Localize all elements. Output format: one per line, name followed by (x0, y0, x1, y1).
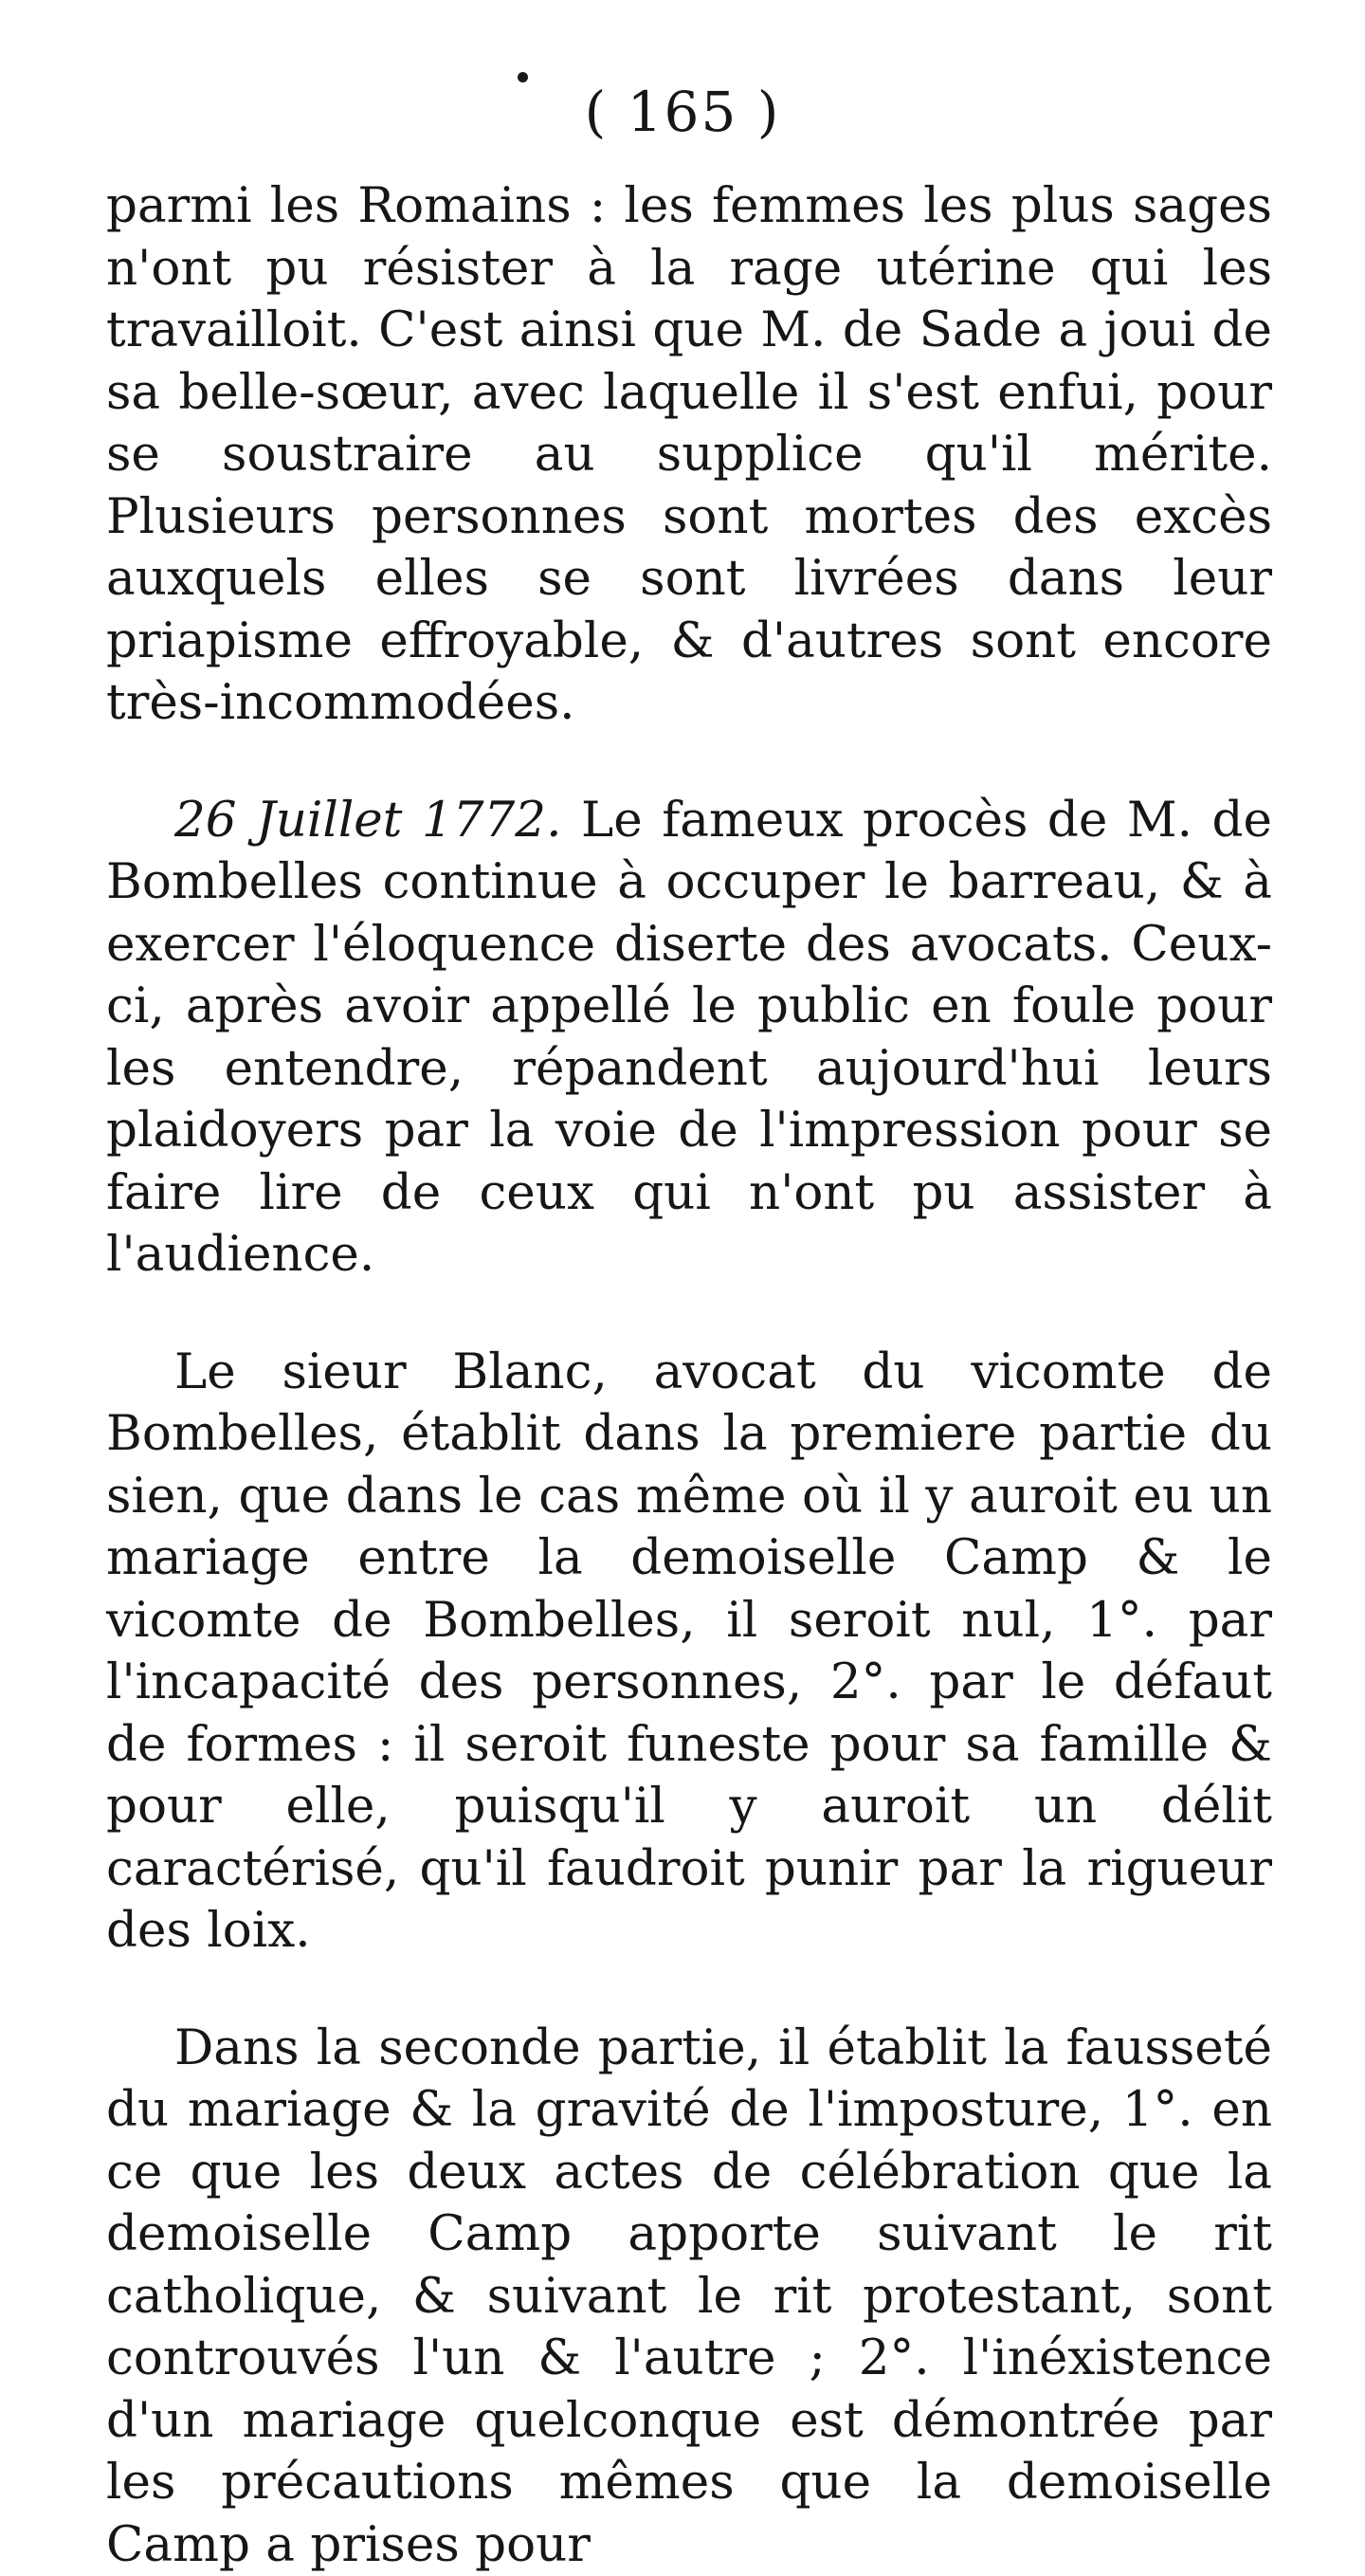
page-number: ( 165 ) (0, 80, 1365, 144)
paragraph-1: parmi les Romains : les femmes les plus sages n'ont pu résister à la rage utérine qui les travailloit. C'est ainsi que M. de Sade a joui de sa belle-sœur, avec laquelle il s'est enfui, pour se soustraire au supplice qu'il mérite. Plusieurs personnes sont mortes des excès auxquels elles se sont livrées dans leur priapisme effroyable, & d'autres sont encore très-incommodées. (106, 175, 1272, 735)
paragraph-2 (106, 790, 1272, 1287)
paragraph-2-text: Le fameux procès de M. de Bombelles continue à occuper le barreau, & à exercer l'éloquence diserte des avocats. Ceux-ci, après avoir appellé le public en foule pour les entendre, répandent aujourd'hui leurs plaidoyers par la voie de l'impression pour se faire lire de ceux qui n'ont pu assister à l'audience. (106, 792, 1272, 1284)
paragraph-4: Dans la seconde partie, il établit la fausseté du mariage & la gravité de l'imposture, 1°. en ce que les deux actes de célébration que la demoiselle Camp apporte suivant le rit catholique, & suivant le rit protestant, sont controuvés l'un & l'autre ; 2°. l'inéxistence d'un mariage quelconque est démontrée par les précautions mêmes que la demoiselle Camp a prises pour (106, 2018, 1272, 2576)
entry-date: 26 Juillet 1772. (174, 792, 561, 849)
body-text (106, 175, 1272, 2576)
paragraph-3: Le sieur Blanc, avocat du vicomte de Bombelles, établit dans la premiere partie du sien, que dans le cas même où il y auroit eu un mariage entre la demoiselle Camp & le vicomte de Bombelles, il seroit nul, 1°. par l'incapacité des personnes, 2°. par le défaut de formes : il seroit funeste pour sa famille & pour elle, puisqu'il y auroit un délit caractérisé, qu'il faudroit punir par la rigueur des loix. (106, 1342, 1272, 1963)
